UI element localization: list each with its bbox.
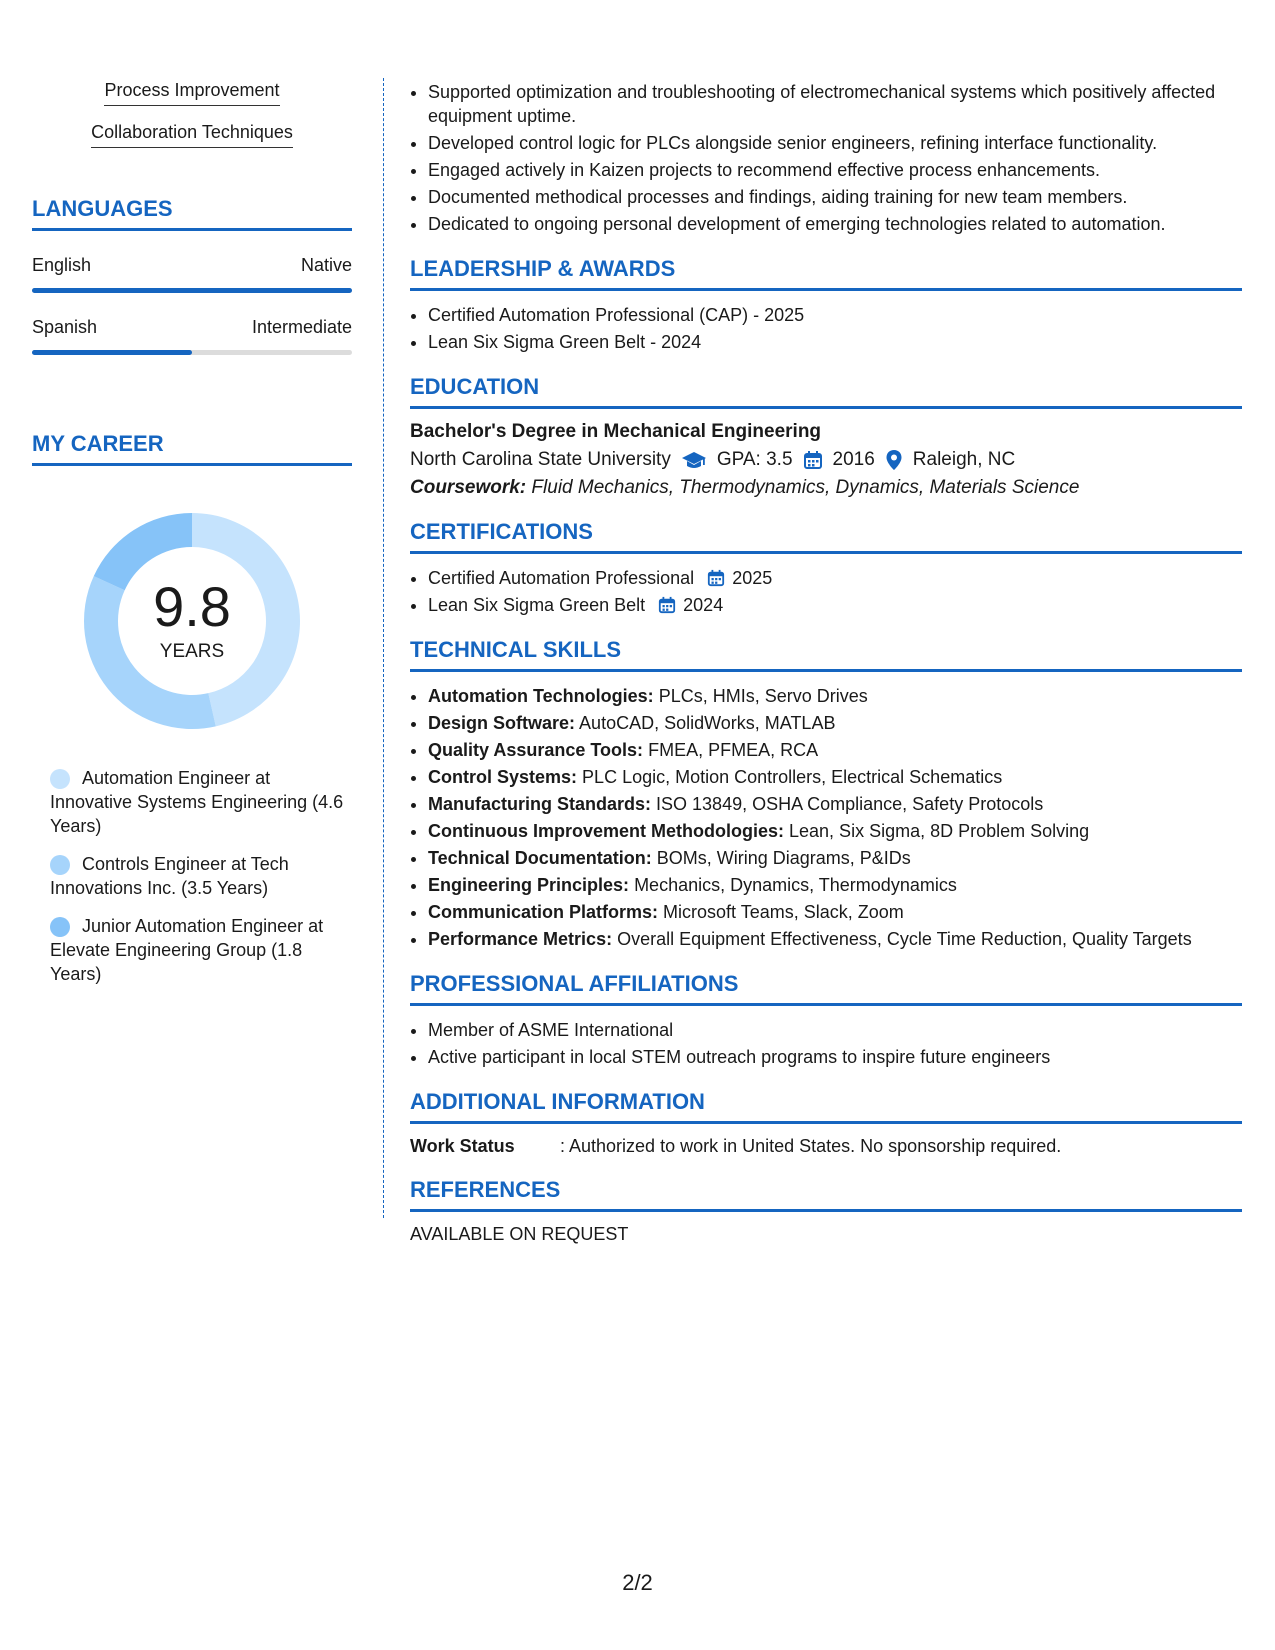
calendar-icon <box>803 450 823 470</box>
language-proficiency-fill <box>32 350 192 355</box>
skill-label: Automation Technologies: <box>428 686 654 706</box>
skill-value: Microsoft Teams, Slack, Zoom <box>663 902 904 922</box>
list-item: • Supported optimization and troubleshooting of electromechanical systems which positively affected equipment uptime. <box>428 80 1242 128</box>
skill-label: Continuous Improvement Methodologies: <box>428 821 784 841</box>
career-role <box>50 914 352 986</box>
skill-item <box>428 819 1242 843</box>
location-pin-icon <box>885 449 903 471</box>
skill-value: Lean, Six Sigma, 8D Problem Solving <box>789 821 1090 841</box>
skill-tag: Process Improvement <box>104 80 279 106</box>
skill-value: Mechanics, Dynamics, Thermodynamics <box>634 875 957 895</box>
skill-label: Engineering Principles: <box>428 875 630 895</box>
references-text: AVAILABLE ON REQUEST <box>410 1224 629 1244</box>
language-proficiency-fill <box>32 288 352 293</box>
skill-value: FMEA, PFMEA, RCA <box>648 740 819 760</box>
certification-year: 2024 <box>683 595 724 615</box>
list-item: • Developed control logic for PLCs alongside senior engineers, refining interface functionality. <box>428 131 1242 155</box>
career-dot-icon <box>50 855 70 875</box>
career-dot-icon <box>50 769 70 789</box>
work-status-value: : Authorized to work in United States. No sponsorship required. <box>560 1136 1062 1156</box>
certification-name: Certified Automation Professional <box>428 568 695 588</box>
education-coursework <box>410 477 1242 499</box>
education-degree: Bachelor's Degree in Mechanical Engineering <box>410 421 822 442</box>
list-item: • Active participant in local STEM outreach programs to inspire future engineers <box>428 1045 1242 1069</box>
list-item: • Lean Six Sigma Green Belt - 2024 <box>428 330 1242 354</box>
coursework-value: Fluid Mechanics, Thermodynamics, Dynamics, Materials Science <box>531 477 1080 498</box>
skill-item <box>428 738 1242 762</box>
certifications-list <box>410 566 1242 617</box>
skill-tag: Collaboration Techniques <box>91 122 293 148</box>
career-total-unit: YEARS <box>159 641 225 662</box>
language-name: Spanish <box>32 317 98 337</box>
graduation-cap-icon <box>681 450 707 470</box>
skill-label: Quality Assurance Tools: <box>428 740 644 760</box>
list-item: • Member of ASME International <box>428 1018 1242 1042</box>
career-legend <box>32 766 352 986</box>
skill-label: Control Systems: <box>428 767 578 787</box>
career-role <box>50 766 352 838</box>
career-donut-chart <box>77 506 307 736</box>
references-heading: REFERENCES <box>410 1177 1242 1212</box>
skill-label: Manufacturing Standards: <box>428 794 652 814</box>
skill-item <box>428 684 1242 708</box>
calendar-icon <box>658 596 676 614</box>
main-content <box>410 80 1242 1245</box>
education-location: Raleigh, NC <box>912 449 1016 470</box>
skill-value: ISO 13849, OSHA Compliance, Safety Protocols <box>656 794 1044 814</box>
skill-value: AutoCAD, SolidWorks, MATLAB <box>579 713 836 733</box>
work-status-label: Work Status <box>410 1136 515 1156</box>
language-item <box>32 255 352 293</box>
language-level: Intermediate <box>251 317 352 337</box>
certification-item <box>428 566 1242 590</box>
skill-item <box>428 711 1242 735</box>
list-item: • Dedicated to ongoing personal development of emerging technologies related to automation. <box>428 212 1242 236</box>
certifications-heading: CERTIFICATIONS <box>410 519 1242 554</box>
skill-item <box>428 900 1242 924</box>
career-dot-icon <box>50 917 70 937</box>
certification-name: Lean Six Sigma Green Belt <box>428 595 646 615</box>
skill-label: Design Software: <box>428 713 576 733</box>
technical-skills-heading: TECHNICAL SKILLS <box>410 637 1242 672</box>
education-gpa: GPA: 3.5 <box>716 449 793 470</box>
language-name: English <box>32 255 92 275</box>
education-school: North Carolina State University <box>410 449 671 470</box>
leadership-list <box>410 303 1242 354</box>
career-role-label: Automation Engineer at Innovative Systems Engineering (4.6 Years) <box>50 768 344 836</box>
languages-heading: LANGUAGES <box>32 196 352 231</box>
calendar-icon <box>707 569 725 587</box>
career-role-label: Junior Automation Engineer at Elevate Engineering Group (1.8 Years) <box>50 916 324 984</box>
column-divider <box>383 78 384 1218</box>
career-role <box>50 852 352 900</box>
work-status-row <box>410 1136 1242 1157</box>
career-heading: MY CAREER <box>32 431 352 466</box>
skill-label: Communication Platforms: <box>428 902 659 922</box>
skill-label: Performance Metrics: <box>428 929 613 949</box>
skill-item <box>428 846 1242 870</box>
language-item <box>32 317 352 355</box>
affiliations-list <box>410 1018 1242 1069</box>
experience-bullets <box>410 80 1242 236</box>
skill-item <box>428 873 1242 897</box>
skill-value: PLC Logic, Motion Controllers, Electrical Schematics <box>582 767 1003 787</box>
page-number: 2/2 <box>622 1570 653 1595</box>
skill-value: Overall Equipment Effectiveness, Cycle Time Reduction, Quality Targets <box>617 929 1192 949</box>
skill-value: BOMs, Wiring Diagrams, P&IDs <box>656 848 911 868</box>
skill-item <box>428 927 1242 951</box>
leadership-heading: LEADERSHIP & AWARDS <box>410 256 1242 291</box>
skill-value: PLCs, HMIs, Servo Drives <box>658 686 868 706</box>
technical-skills-list <box>410 684 1242 951</box>
coursework-label: Coursework: <box>410 477 527 498</box>
education-details <box>410 449 1242 471</box>
career-role-label: Controls Engineer at Tech Innovations Inc. (3.5 Years) <box>50 854 289 898</box>
certification-year: 2025 <box>732 568 773 588</box>
language-proficiency-bar <box>32 350 352 355</box>
language-level: Native <box>300 255 352 275</box>
affiliations-heading: PROFESSIONAL AFFILIATIONS <box>410 971 1242 1006</box>
education-year: 2016 <box>832 449 875 470</box>
certification-item <box>428 593 1242 617</box>
list-item: • Certified Automation Professional (CAP) - 2025 <box>428 303 1242 327</box>
list-item: • Documented methodical processes and findings, aiding training for new team members. <box>428 185 1242 209</box>
sidebar <box>32 80 352 1000</box>
skill-label: Technical Documentation: <box>428 848 652 868</box>
education-heading: EDUCATION <box>410 374 1242 409</box>
list-item: • Engaged actively in Kaizen projects to recommend effective process enhancements. <box>428 158 1242 182</box>
skill-item <box>428 792 1242 816</box>
career-total-value: 9.8 <box>153 575 231 638</box>
additional-info-heading: ADDITIONAL INFORMATION <box>410 1089 1242 1124</box>
skill-item <box>428 765 1242 789</box>
language-proficiency-bar <box>32 288 352 293</box>
